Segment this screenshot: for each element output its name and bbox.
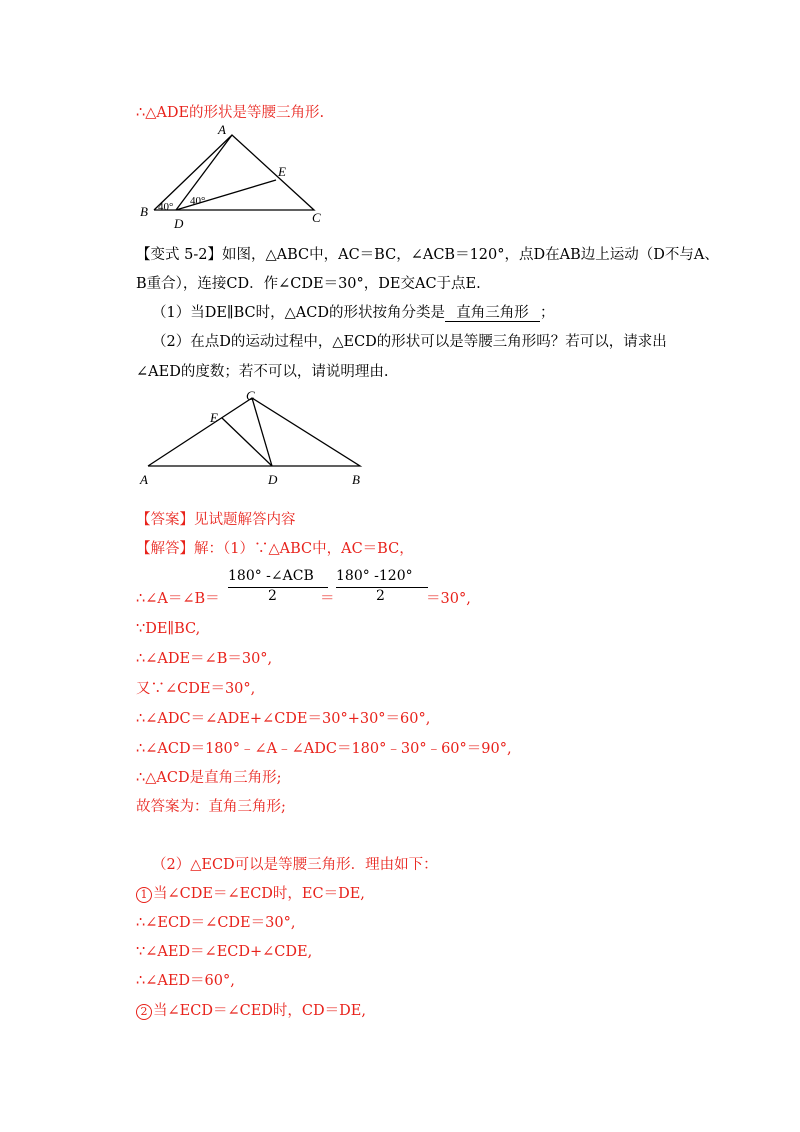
part2-intro: （2）△ECD可以是等腰三角形．理由如下： — [152, 857, 438, 873]
answer-label: 【答案】见试题解答内容 — [136, 512, 296, 528]
solution-first: 解：（1）∵△ABC中，AC＝BC， — [194, 541, 414, 557]
case1-line — [136, 885, 365, 903]
case1-step: ∴∠AED＝60°, — [136, 973, 235, 989]
problem-line1 — [136, 246, 719, 264]
fig2-label-d: D — [268, 472, 278, 487]
fig1-angle-b: 40° — [158, 201, 174, 213]
question-1 — [152, 304, 554, 322]
problem-stem-1: 如图，△ABC中，AC＝BC，∠ACB＝120°，点D在AB边上运动（D不与A、 — [221, 247, 719, 263]
fig2-label-c: C — [246, 388, 255, 403]
fig2-label-a: A — [140, 472, 148, 487]
eq-prefix: ∴∠A＝∠B＝ — [136, 591, 220, 607]
figure-triangle-ade — [138, 122, 338, 232]
solution-line: 又∵∠CDE＝30°, — [136, 681, 256, 697]
solution-line: ∴∠ADE＝∠B＝30°, — [136, 651, 273, 667]
case1-number: 1 — [136, 887, 152, 903]
case1-text: 当∠CDE＝∠ECD时，EC＝DE, — [153, 886, 365, 902]
case1-step: ∴∠ECD＝∠CDE＝30°, — [136, 915, 296, 931]
fig2-label-e: E — [210, 410, 218, 425]
eq-suffix: ＝30°, — [426, 591, 471, 607]
fig2-label-b: B — [352, 472, 360, 487]
solution-line: ∴△ACD是直角三角形; — [136, 770, 282, 786]
problem-tag: 【变式 5-2】 — [136, 247, 222, 263]
fig1-angle-d: 40° — [190, 195, 206, 207]
solution-line: ∵DE∥BC, — [136, 621, 201, 637]
q1-suffix: ； — [539, 305, 555, 321]
fig1-label-a: A — [218, 122, 226, 137]
fig1-label-e: E — [278, 164, 286, 179]
solution-line: ∴∠ADC＝∠ADE+∠CDE＝30°+30°＝60°, — [136, 711, 431, 727]
frac1-num: 180° -∠ACB — [228, 568, 314, 584]
fig1-label-b: B — [140, 204, 148, 219]
solution-start — [136, 540, 414, 558]
case2-number: 2 — [136, 1004, 152, 1020]
frac2-num: 180° -120° — [336, 568, 413, 584]
fig1-label-c: C — [312, 210, 321, 225]
fig1-label-d: D — [174, 216, 184, 231]
frac1-den: 2 — [268, 588, 277, 604]
case2-text: 当∠ECD＝∠CED时，CD＝DE, — [153, 1003, 366, 1019]
solution-line: ∴∠ACD＝180°﹣∠A﹣∠ADC＝180°﹣30°﹣60°＝90°, — [136, 741, 512, 757]
problem-stem-2: B重合），连接CD．作∠CDE＝30°，DE交AC于点E. — [136, 276, 481, 292]
frac2-den: 2 — [376, 588, 385, 604]
case1-step: ∵∠AED＝∠ECD+∠CDE, — [136, 944, 313, 960]
solution-label: 【解答】 — [136, 541, 194, 557]
figure-triangle-abc — [138, 388, 368, 490]
q1-blank: 直角三角形 — [445, 305, 540, 322]
frac1-bar — [228, 587, 328, 588]
solution-line: 故答案为：直角三角形; — [136, 799, 286, 815]
eq-mid: ＝ — [320, 591, 335, 607]
top-conclusion: ∴△ADE的形状是等腰三角形. — [136, 105, 325, 121]
question-2-line2: ∠AED的度数；若不可以，请说明理由. — [136, 364, 389, 380]
case2-line — [136, 1002, 366, 1020]
question-2-line1: （2）在点D的运动过程中，△ECD的形状可以是等腰三角形吗？若可以，请求出 — [152, 334, 667, 350]
q1-prefix: （1）当DE∥BC时，△ACD的形状按角分类是 — [152, 305, 445, 321]
